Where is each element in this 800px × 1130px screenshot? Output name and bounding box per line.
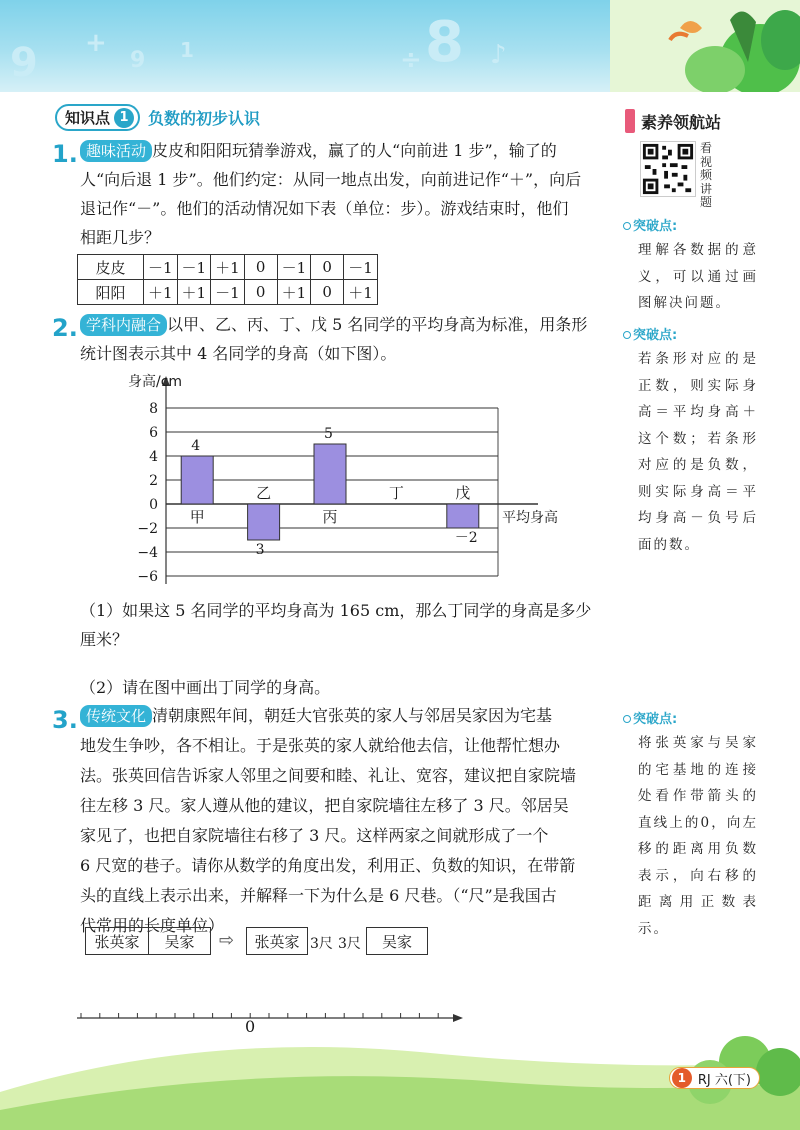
bar [314,444,346,504]
table-cell: ＋1 [277,280,311,305]
knowledge-title: 负数的初步认识 [148,109,261,128]
header-deco: 8 [425,10,464,75]
y-tick-label: 6 [149,425,158,441]
bar-value-label: 3 [255,542,265,558]
table-cell: －1 [344,255,378,280]
problem3-line: 地发生争吵，各不相让。于是张英的家人就给他去信，让他帮忙想办 [80,736,561,755]
y-tick-label: 0 [149,497,158,513]
header-deco: 1 [180,38,194,62]
qr-code-icon[interactable] [640,141,696,197]
question-line: 厘米？ [80,630,129,649]
category-label: 甲 [189,508,205,526]
y-tick-label: 4 [149,449,158,465]
header-deco: ÷ [400,45,422,75]
problem3-line: 往左移 3 尺。家人遵从他的建议，把自家院墙往左移了 3 尺。邻居吴 [80,796,569,815]
before-zhang-box: 张英家 [85,927,149,955]
bar [248,504,280,540]
gap-label: 3尺 [310,936,333,952]
table-row [78,280,378,305]
problem3-line: 家见了，也把自家院墙往右移了 3 尺。这样两家之间就形成了一个 [80,826,549,845]
edition-label: RJ 六(下) [697,1072,751,1088]
question-line: （1）如果这 5 名同学的平均身高为 165 cm，那么丁同学的身高是多少 [80,601,592,620]
sidebar-title-text: 素养领航站 [641,112,722,132]
height-bar-chart [110,368,580,590]
bar [447,504,479,528]
breakpoint-text: 理解各数据的意义，可以通过画图解决问题。 [638,242,758,311]
plant-decoration-icon [610,0,800,92]
x-axis-label: 平均身高 [502,510,558,526]
page-header [0,0,800,92]
problem3-text [80,701,625,941]
y-tick-label: −6 [137,569,158,585]
category-label: 丙 [322,508,338,526]
problem3-line: 代常用的长度单位） [80,916,225,935]
sidebar-title-bar [625,109,635,133]
bar-value-label: －2 [454,530,478,546]
table-cell: ＋1 [344,280,378,305]
y-tick-label: −2 [137,521,158,537]
header-deco: ♪ [490,40,507,70]
y-tick-label: −4 [137,545,158,561]
knowledge-heading [55,104,260,131]
breakpoint-text: 若条形对应的是正数，则实际身高＝平均身高＋这个数；若条形对应的是负数，则实际身高＝平均身高－负号后面的数。 [638,351,758,553]
problem1-line: 退记作“－”。他们的活动情况如下表（单位：步）。游戏结束时，他们 [80,199,569,218]
gap-label: 3尺 [338,936,361,952]
table-cell: 0 [311,255,344,280]
activity-table [77,254,378,305]
problem1-line: 趣味活动 皮皮和阳阳玩猜拳游戏，赢了的人“向前进 1 步”，输了的 [80,136,625,165]
problem1-line: 相距几步？ [80,228,161,247]
sidebar-title [625,108,753,134]
table-cell: 皮皮 [78,255,144,280]
table-cell: －1 [277,255,311,280]
table-cell: 0 [244,280,277,305]
problem-number: 3. [52,706,78,734]
problem3-line: 6 尺宽的巷子。请你从数学的角度出发，利用正、负数的知识，在带箭 [80,856,576,875]
problem1-line: 人“向后退 1 步”。他们约定：从同一地点出发，向前进记作“＋”，向后 [80,170,582,189]
problem-number: 1. [52,140,78,168]
knowledge-label: 知识点 [65,109,111,127]
table-row [78,255,378,280]
problem2-question1 [80,596,625,654]
page-tag [669,1067,760,1089]
breakpoint-text: 将张英家与吴家的宅基地的连接处看作带箭头的直线上的0，向左移的距离用负数表示，向右移的距离用正数表示。 [638,735,758,937]
breakpoint-label: 突破点: [623,324,677,343]
page-number: 1 [672,1068,692,1088]
table-cell: 0 [311,280,344,305]
table-cell: ＋1 [211,255,245,280]
y-tick-label: 8 [149,401,158,417]
category-label: 戊 [455,484,471,502]
qr-label: 看视频讲题 [700,141,713,209]
problem1-text [80,136,625,252]
problem-number: 2. [52,314,78,342]
knowledge-number: 1 [114,108,134,128]
category-label: 乙 [256,484,272,502]
table-cell: －1 [177,255,211,280]
problem2-line: 统计图表示其中 4 名同学的身高（如下图）。 [80,344,397,363]
table-cell: －1 [211,280,245,305]
bar [181,456,213,504]
problem2-question2: （2）请在图中画出丁同学的身高。 [80,678,331,697]
table-cell: ＋1 [144,280,178,305]
header-deco: 9 [10,40,38,86]
problem3-line: 传统文化 清朝康熙年间，朝廷大官张英的家人与邻居吴家因为宅基 [80,701,625,731]
header-deco: 9 [130,48,146,73]
problem3-line: 头的直线上表示出来，并解释一下为什么是 6 尺巷。（“尺”是我国古 [80,886,557,905]
y-tick-label: 2 [149,473,158,489]
problem-tag: 传统文化 [80,705,152,727]
header-deco: + [85,28,107,58]
problem2-text [80,310,625,368]
breakpoint-label: 突破点: [623,215,677,234]
problem3-line: 法。张英回信告诉家人邻里之间要和睦、礼让、宽容，建议把自家院墙 [80,766,577,785]
after-zhang-box: 张英家 [246,927,308,955]
bar-value-label: 4 [191,438,201,454]
bar-value-label: 5 [324,426,333,442]
problem2-line: 学科内融合 以甲、乙、丙、丁、戊 5 名同学的平均身高为标准，用条形 [80,310,625,339]
table-cell: －1 [144,255,178,280]
y-axis-label: 身高/cm [128,374,183,390]
knowledge-badge [55,104,140,131]
table-cell: 阳阳 [78,280,144,305]
problem-tag: 学科内融合 [80,314,167,336]
number-line-zero: 0 [245,1017,256,1036]
before-wu-box: 吴家 [149,927,211,955]
breakpoint-label: 突破点: [623,708,677,727]
arrow-icon: ⇨ [219,930,235,951]
category-label: 丁 [388,484,404,502]
after-wu-box: 吴家 [366,927,428,955]
problem-tag: 趣味活动 [80,140,152,162]
table-cell: ＋1 [177,280,211,305]
table-cell: 0 [244,255,277,280]
